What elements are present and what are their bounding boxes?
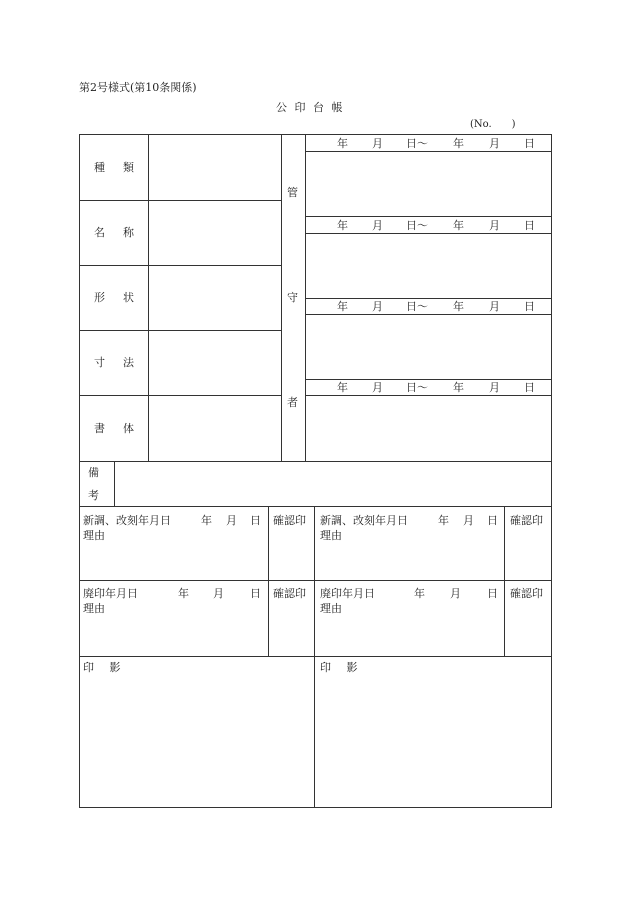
remarks-label-1: 備 — [88, 466, 99, 479]
left-block-right-edge — [281, 134, 282, 462]
custodian-char-3: 者 — [287, 396, 298, 409]
left-label-divider — [148, 134, 149, 462]
remarks-label-2: 考 — [88, 489, 99, 502]
confirm-stamp-3: 確認印 — [273, 587, 306, 600]
form-number: 第2号様式(第10条関係) — [79, 81, 197, 94]
page-title: 公 印 台 帳 — [276, 101, 345, 114]
impression-label-left: 印 影 — [83, 661, 127, 674]
impression-label-right: 印 影 — [320, 661, 364, 674]
change-section — [79, 506, 552, 657]
confirm-stamp-2: 確認印 — [510, 514, 543, 527]
remarks-box — [79, 461, 552, 507]
confirm-stamp-4: 確認印 — [510, 587, 543, 600]
custodian-char-1: 管 — [287, 186, 298, 199]
impression-section — [79, 656, 552, 808]
custodian-char-2: 守 — [287, 291, 298, 304]
record-number: (No. ) — [470, 119, 516, 130]
confirm-stamp-1: 確認印 — [273, 514, 306, 527]
